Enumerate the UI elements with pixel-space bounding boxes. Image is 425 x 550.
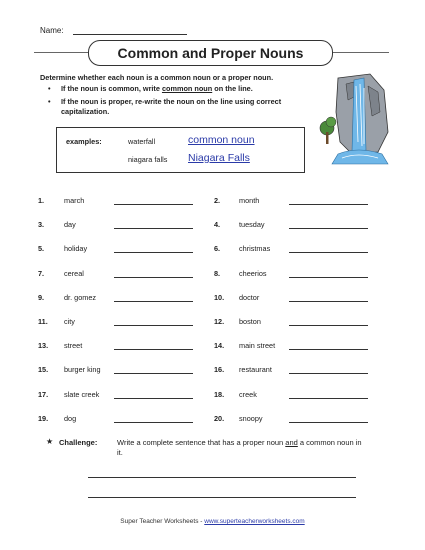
footer xyxy=(0,518,425,525)
item-number: 8. xyxy=(214,268,221,278)
instruction-bullet-common xyxy=(48,84,310,94)
item-number: 6. xyxy=(214,244,221,254)
page-title: Common and Proper Nouns xyxy=(88,40,333,66)
challenge-text-underlined: and xyxy=(285,438,298,447)
item-word: creek xyxy=(239,389,257,399)
item-number: 3. xyxy=(38,220,45,230)
item-number: 9. xyxy=(38,292,45,302)
item-number: 7. xyxy=(38,268,45,278)
answer-line[interactable] xyxy=(289,349,368,350)
item-word: holiday xyxy=(64,244,88,254)
bullet2-text: If the noun is proper, re-write the noun on the line using correct capitalization. xyxy=(61,97,282,116)
bullet1-text-a: If the noun is common, write xyxy=(61,84,162,93)
answer-line[interactable] xyxy=(114,349,193,350)
answer-line[interactable] xyxy=(114,228,193,229)
item-number: 10. xyxy=(214,292,225,302)
examples-label: examples: xyxy=(66,137,102,146)
item-word: month xyxy=(239,196,260,205)
item-word: christmas xyxy=(239,244,271,254)
item-word: main street xyxy=(239,341,276,351)
writing-line[interactable] xyxy=(88,497,356,498)
title-rule-left xyxy=(34,52,88,53)
bullet-dot: • xyxy=(48,97,51,106)
item-number: 16. xyxy=(214,365,225,375)
answer-line[interactable] xyxy=(289,252,368,253)
item-number: 12. xyxy=(214,317,225,326)
item-word: dr. gomez xyxy=(64,292,97,302)
answer-line[interactable] xyxy=(289,228,368,229)
instruction-bullet-proper xyxy=(48,97,310,116)
item-word: cereal xyxy=(64,268,84,278)
answer-line[interactable] xyxy=(289,422,368,423)
challenge-text-a: Write a complete sentence that has a proper noun xyxy=(117,438,286,447)
item-number: 1. xyxy=(38,196,45,205)
instructions-intro: Determine whether each noun is a common noun or a proper noun. xyxy=(40,73,274,82)
item-number: 15. xyxy=(38,365,49,375)
challenge-text-b: a common noun in it. xyxy=(117,438,362,457)
item-word: boston xyxy=(239,317,261,326)
item-word: day xyxy=(64,220,76,230)
example-word: niagara falls xyxy=(128,155,168,164)
item-number: 17. xyxy=(38,389,49,399)
footer-text: Super Teacher Worksheets - xyxy=(120,518,205,525)
item-number: 13. xyxy=(38,341,49,351)
name-label: Name: xyxy=(40,26,64,35)
item-number: 19. xyxy=(38,413,49,423)
item-number: 18. xyxy=(214,389,225,399)
item-word: cheerios xyxy=(239,268,267,278)
answer-line[interactable] xyxy=(289,398,368,399)
item-word: street xyxy=(64,341,83,351)
challenge-text xyxy=(117,438,367,458)
writing-line[interactable] xyxy=(88,477,356,478)
item-number: 11. xyxy=(38,317,48,326)
item-word: tuesday xyxy=(239,220,265,230)
waterfall-illustration xyxy=(318,72,392,168)
title-rule-right xyxy=(333,52,389,53)
item-number: 4. xyxy=(214,220,221,230)
bullet-dot: • xyxy=(48,84,51,93)
answer-line[interactable] xyxy=(114,252,193,253)
answer-line[interactable] xyxy=(114,301,193,302)
bullet1-text-b: on the line. xyxy=(212,84,253,93)
challenge-label: Challenge: xyxy=(59,438,98,447)
item-word: burger king xyxy=(64,365,101,375)
footer-link[interactable]: www.superteacherworksheets.com xyxy=(204,518,305,525)
item-word: march xyxy=(64,196,85,205)
answer-line[interactable] xyxy=(289,301,368,302)
item-word: restaurant xyxy=(239,365,272,375)
answer-line[interactable] xyxy=(114,325,193,326)
answer-line[interactable] xyxy=(114,422,193,423)
item-word: city xyxy=(64,317,75,326)
answer-line[interactable] xyxy=(114,277,193,278)
item-word: slate creek xyxy=(64,389,100,399)
example-answer: common noun xyxy=(188,134,255,146)
item-number: 14. xyxy=(214,341,225,351)
answer-line[interactable] xyxy=(114,204,193,205)
examples-box xyxy=(56,127,305,173)
name-line xyxy=(73,34,187,35)
example-word: waterfall xyxy=(128,137,156,146)
item-number: 2. xyxy=(214,196,221,205)
example-answer: Niagara Falls xyxy=(188,152,250,164)
item-number: 5. xyxy=(38,244,45,254)
item-word: dog xyxy=(64,413,77,423)
item-number: 20. xyxy=(214,413,225,423)
answer-line[interactable] xyxy=(289,204,368,205)
answer-line[interactable] xyxy=(114,373,193,374)
answer-line[interactable] xyxy=(114,398,193,399)
answer-line[interactable] xyxy=(289,325,368,326)
answer-line[interactable] xyxy=(289,277,368,278)
item-word: snoopy xyxy=(239,413,263,423)
item-word: doctor xyxy=(239,292,260,302)
answer-line[interactable] xyxy=(289,373,368,374)
star-icon: ★ xyxy=(46,437,54,446)
bullet1-underlined: common noun xyxy=(161,84,213,93)
